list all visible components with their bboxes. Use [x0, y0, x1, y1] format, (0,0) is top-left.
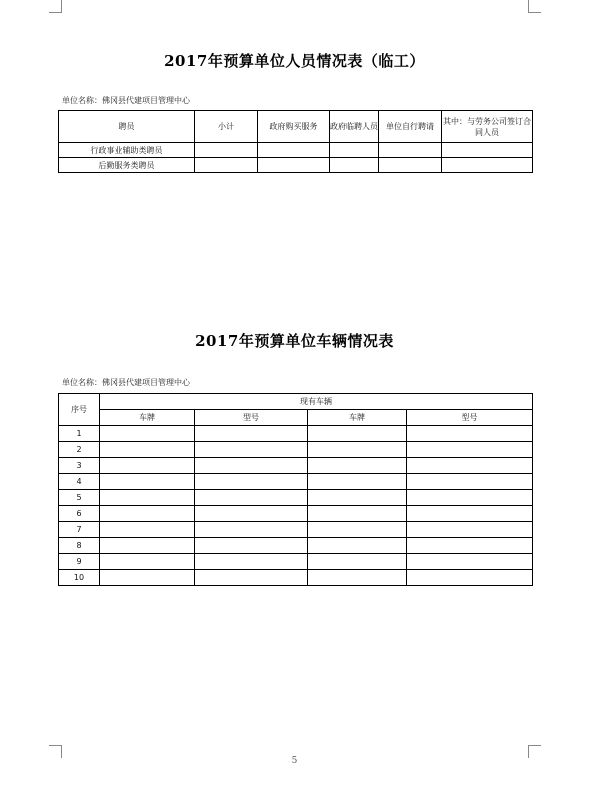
crop-mark-top-left	[49, 0, 62, 13]
data-cell	[195, 538, 308, 554]
data-cell	[330, 158, 379, 173]
table-row	[59, 538, 533, 554]
header-cell: 政府临聘人员	[330, 111, 379, 143]
table-row	[59, 442, 533, 458]
data-cell	[195, 474, 308, 490]
data-cell	[195, 442, 308, 458]
data-cell	[407, 538, 533, 554]
data-cell	[407, 522, 533, 538]
data-cell	[195, 554, 308, 570]
table-row	[59, 490, 533, 506]
data-cell	[407, 442, 533, 458]
vehicle-table-title: 2017年预算单位车辆情况表	[195, 332, 394, 350]
staff-table-unit-name: 单位名称：佛冈县代建项目管理中心	[62, 96, 190, 105]
data-cell	[308, 506, 407, 522]
row-label: 后勤服务类聘员	[59, 158, 195, 173]
data-cell	[407, 426, 533, 442]
vehicle-table	[58, 393, 533, 586]
row-label: 行政事业辅助类聘员	[59, 143, 195, 158]
data-cell	[407, 490, 533, 506]
header-cell: 其中：与劳务公司签订合同人员	[442, 111, 533, 143]
data-cell	[195, 522, 308, 538]
data-cell	[195, 143, 258, 158]
row-number: 8	[59, 538, 100, 554]
table-row	[59, 458, 533, 474]
data-cell	[100, 442, 195, 458]
data-cell	[308, 458, 407, 474]
sub-header-cell: 车牌	[100, 410, 195, 426]
data-cell	[100, 554, 195, 570]
data-cell	[195, 426, 308, 442]
staff-table-title: 2017年预算单位人员情况表（临工）	[164, 52, 425, 70]
row-number: 2	[59, 442, 100, 458]
data-cell	[195, 490, 308, 506]
header-cell: 聘员	[59, 111, 195, 143]
vehicle-table-header-row	[59, 394, 533, 410]
vehicle-table-unit-name: 单位名称：佛冈县代建项目管理中心	[62, 378, 190, 387]
data-cell	[100, 522, 195, 538]
table-row	[59, 554, 533, 570]
group-header: 现有车辆	[100, 394, 533, 410]
data-cell	[407, 474, 533, 490]
sub-header-cell: 型号	[195, 410, 308, 426]
table-row	[59, 522, 533, 538]
data-cell	[330, 143, 379, 158]
table-row	[59, 426, 533, 442]
data-cell	[100, 570, 195, 586]
row-number: 10	[59, 570, 100, 586]
data-cell	[407, 458, 533, 474]
row-number: 7	[59, 522, 100, 538]
table-row	[59, 143, 533, 158]
data-cell	[195, 158, 258, 173]
data-cell	[100, 538, 195, 554]
data-cell	[308, 442, 407, 458]
row-number: 5	[59, 490, 100, 506]
row-number: 4	[59, 474, 100, 490]
row-number: 9	[59, 554, 100, 570]
data-cell	[195, 458, 308, 474]
data-cell	[100, 426, 195, 442]
data-cell	[258, 158, 330, 173]
table-row	[59, 474, 533, 490]
data-cell	[379, 158, 442, 173]
data-cell	[100, 474, 195, 490]
sub-header-cell: 型号	[407, 410, 533, 426]
data-cell	[442, 143, 533, 158]
data-cell	[195, 570, 308, 586]
data-cell	[195, 506, 308, 522]
data-cell	[442, 158, 533, 173]
page-number: 5	[291, 756, 298, 766]
data-cell	[407, 554, 533, 570]
sub-header-cell: 车牌	[308, 410, 407, 426]
data-cell	[379, 143, 442, 158]
table-row	[59, 158, 533, 173]
table-row	[59, 506, 533, 522]
row-number: 1	[59, 426, 100, 442]
data-cell	[407, 506, 533, 522]
staff-table	[58, 110, 533, 173]
seq-header: 序号	[59, 394, 100, 426]
data-cell	[308, 554, 407, 570]
vehicle-table-subheader-row	[59, 410, 533, 426]
data-cell	[308, 538, 407, 554]
data-cell	[308, 522, 407, 538]
staff-table-header-row	[59, 111, 533, 143]
data-cell	[100, 490, 195, 506]
data-cell	[308, 474, 407, 490]
data-cell	[308, 490, 407, 506]
data-cell	[308, 426, 407, 442]
data-cell	[258, 143, 330, 158]
header-cell: 单位自行聘请	[379, 111, 442, 143]
header-cell: 政府购买服务	[258, 111, 330, 143]
crop-mark-top-right	[528, 0, 541, 13]
row-number: 6	[59, 506, 100, 522]
row-number: 3	[59, 458, 100, 474]
header-cell: 小计	[195, 111, 258, 143]
table-row	[59, 570, 533, 586]
data-cell	[100, 506, 195, 522]
data-cell	[308, 570, 407, 586]
data-cell	[407, 570, 533, 586]
data-cell	[100, 458, 195, 474]
